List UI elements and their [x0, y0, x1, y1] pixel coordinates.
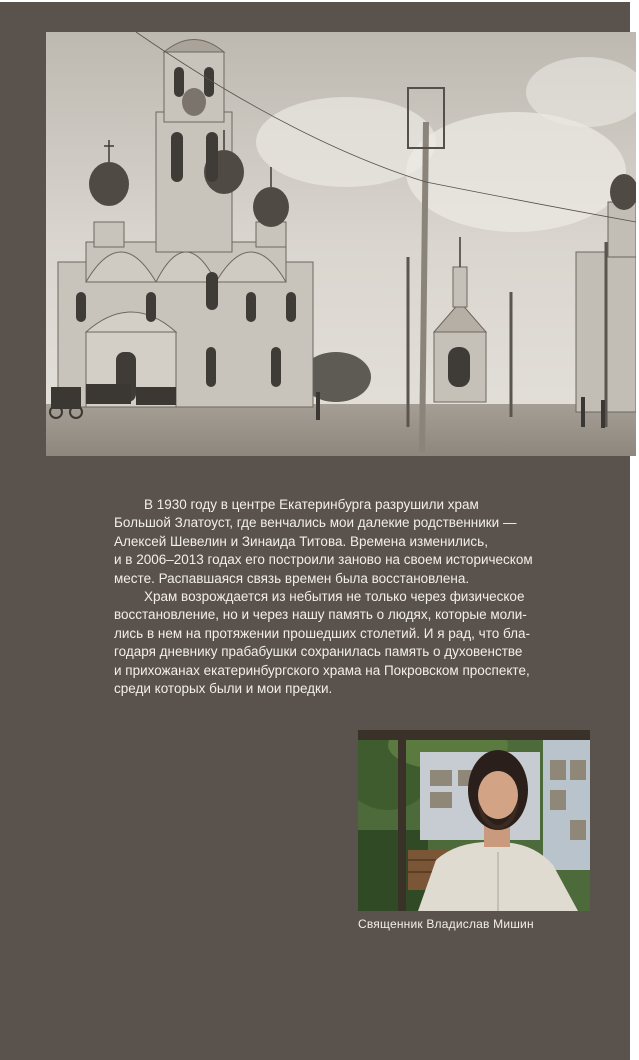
photo-caption: Священник Владислав Мишин	[358, 917, 534, 931]
article-text	[114, 496, 594, 698]
article-paragraph-2: Храм возрождается из небытия не только через физическое восстановление, но и через нашу память о людях, которые моли- лись в нем на протяжении прошедших столетий. И я рад, что бла- годаря дневнику прабабушки сохранилась память о духовенстве и прихожанах екатеринбургского храма на Покровском проспекте, среди которых были и мои предки.	[114, 589, 530, 697]
historic-church-photo	[46, 32, 636, 456]
article-paragraph-1: В 1930 году в центре Екатеринбурга разрушили храм Большой Златоуст, где венчались мои далекие родственники — Алексей Шевелин и Зинаида Титова. Времена изменились, и в 2006–2013 годах его построили заново на своем историческом месте. Распавшаяся связь времен была восстановлена.	[114, 497, 533, 586]
page-top-edge	[0, 0, 639, 2]
priest-portrait-photo	[358, 730, 590, 911]
